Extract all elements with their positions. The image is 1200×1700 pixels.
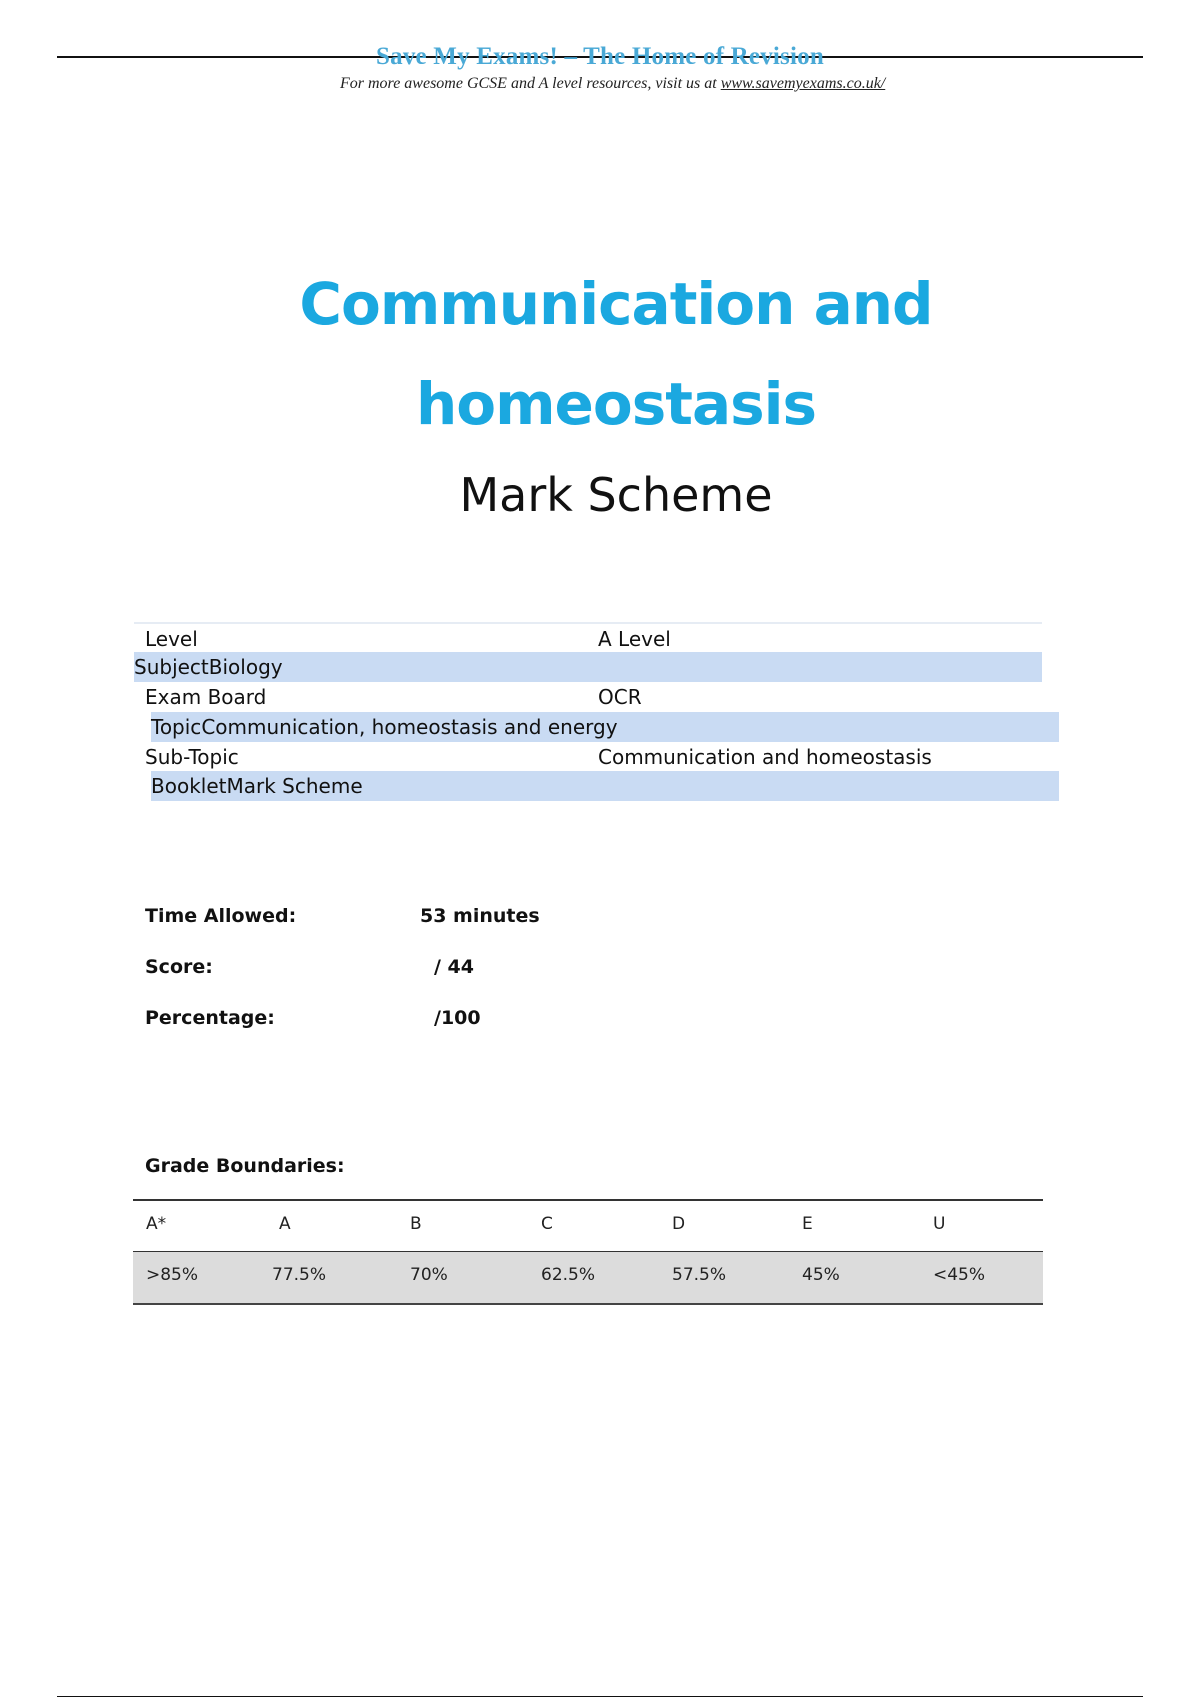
footer-rule	[57, 1696, 1143, 1697]
info-subject-text	[134, 652, 283, 682]
grade-table-divider	[133, 1251, 1043, 1252]
info-row-sub-topic	[134, 742, 1042, 772]
header-tagline-text: For more awesome GCSE and A level resources, visit us at	[340, 75, 721, 92]
header-url-link[interactable]: www.savemyexams.co.uk/	[720, 75, 886, 92]
info-topic-text	[151, 712, 618, 742]
percentage-value: /100	[434, 1007, 481, 1029]
info-label-booklet: Booklet	[151, 774, 227, 798]
document-title-line-1: Communication and	[299, 270, 933, 338]
grade-header-a-star: A*	[146, 1214, 167, 1234]
info-value-subject: Biology	[208, 655, 283, 679]
grade-header-b: B	[410, 1214, 422, 1234]
info-label-sub-topic: Sub-Topic	[145, 745, 239, 769]
score-value: / 44	[434, 956, 474, 978]
percentage-label: Percentage:	[145, 1007, 275, 1029]
info-value-exam-board: OCR	[598, 685, 642, 709]
grade-value-b: 70%	[410, 1265, 448, 1285]
grade-header-u: U	[933, 1214, 946, 1234]
document-title-line-2: homeostasis	[415, 370, 817, 438]
info-value-booklet: Mark Scheme	[226, 774, 363, 798]
info-row-level	[134, 624, 1042, 654]
info-row-exam-board	[134, 682, 1042, 712]
grade-header-c: C	[541, 1214, 553, 1234]
grade-value-d: 57.5%	[672, 1265, 727, 1285]
header-brand: Save My Exams! – The Home of Revision	[376, 43, 824, 70]
grade-header-e: E	[802, 1214, 813, 1234]
grade-value-c: 62.5%	[541, 1265, 596, 1285]
document-subtitle: Mark Scheme	[459, 468, 773, 522]
time-allowed-label: Time Allowed:	[145, 905, 297, 927]
grade-boundaries-table	[133, 1199, 1043, 1305]
grade-value-a-star: >85%	[146, 1265, 199, 1285]
header-tagline	[340, 75, 885, 93]
info-label-topic: Topic	[151, 715, 202, 739]
grade-header-d: D	[672, 1214, 686, 1234]
grade-boundaries-title: Grade Boundaries:	[145, 1155, 345, 1177]
grade-value-a: 77.5%	[272, 1265, 327, 1285]
grade-header-a: A	[279, 1214, 291, 1234]
info-value-sub-topic: Communication and homeostasis	[598, 745, 932, 769]
info-label-subject: Subject	[134, 655, 209, 679]
info-row-booklet	[151, 771, 1059, 801]
info-row-subject	[134, 652, 1042, 682]
info-value-level: A Level	[598, 627, 671, 651]
grade-value-u: <45%	[933, 1265, 986, 1285]
grade-value-e: 45%	[802, 1265, 840, 1285]
info-row-topic	[151, 712, 1059, 742]
info-label-level: Level	[145, 627, 198, 651]
info-booklet-text	[151, 771, 363, 801]
info-label-exam-board: Exam Board	[145, 685, 267, 709]
info-value-topic: Communication, homeostasis and energy	[201, 715, 618, 739]
time-allowed-value: 53 minutes	[420, 905, 540, 927]
score-label: Score:	[145, 956, 213, 978]
